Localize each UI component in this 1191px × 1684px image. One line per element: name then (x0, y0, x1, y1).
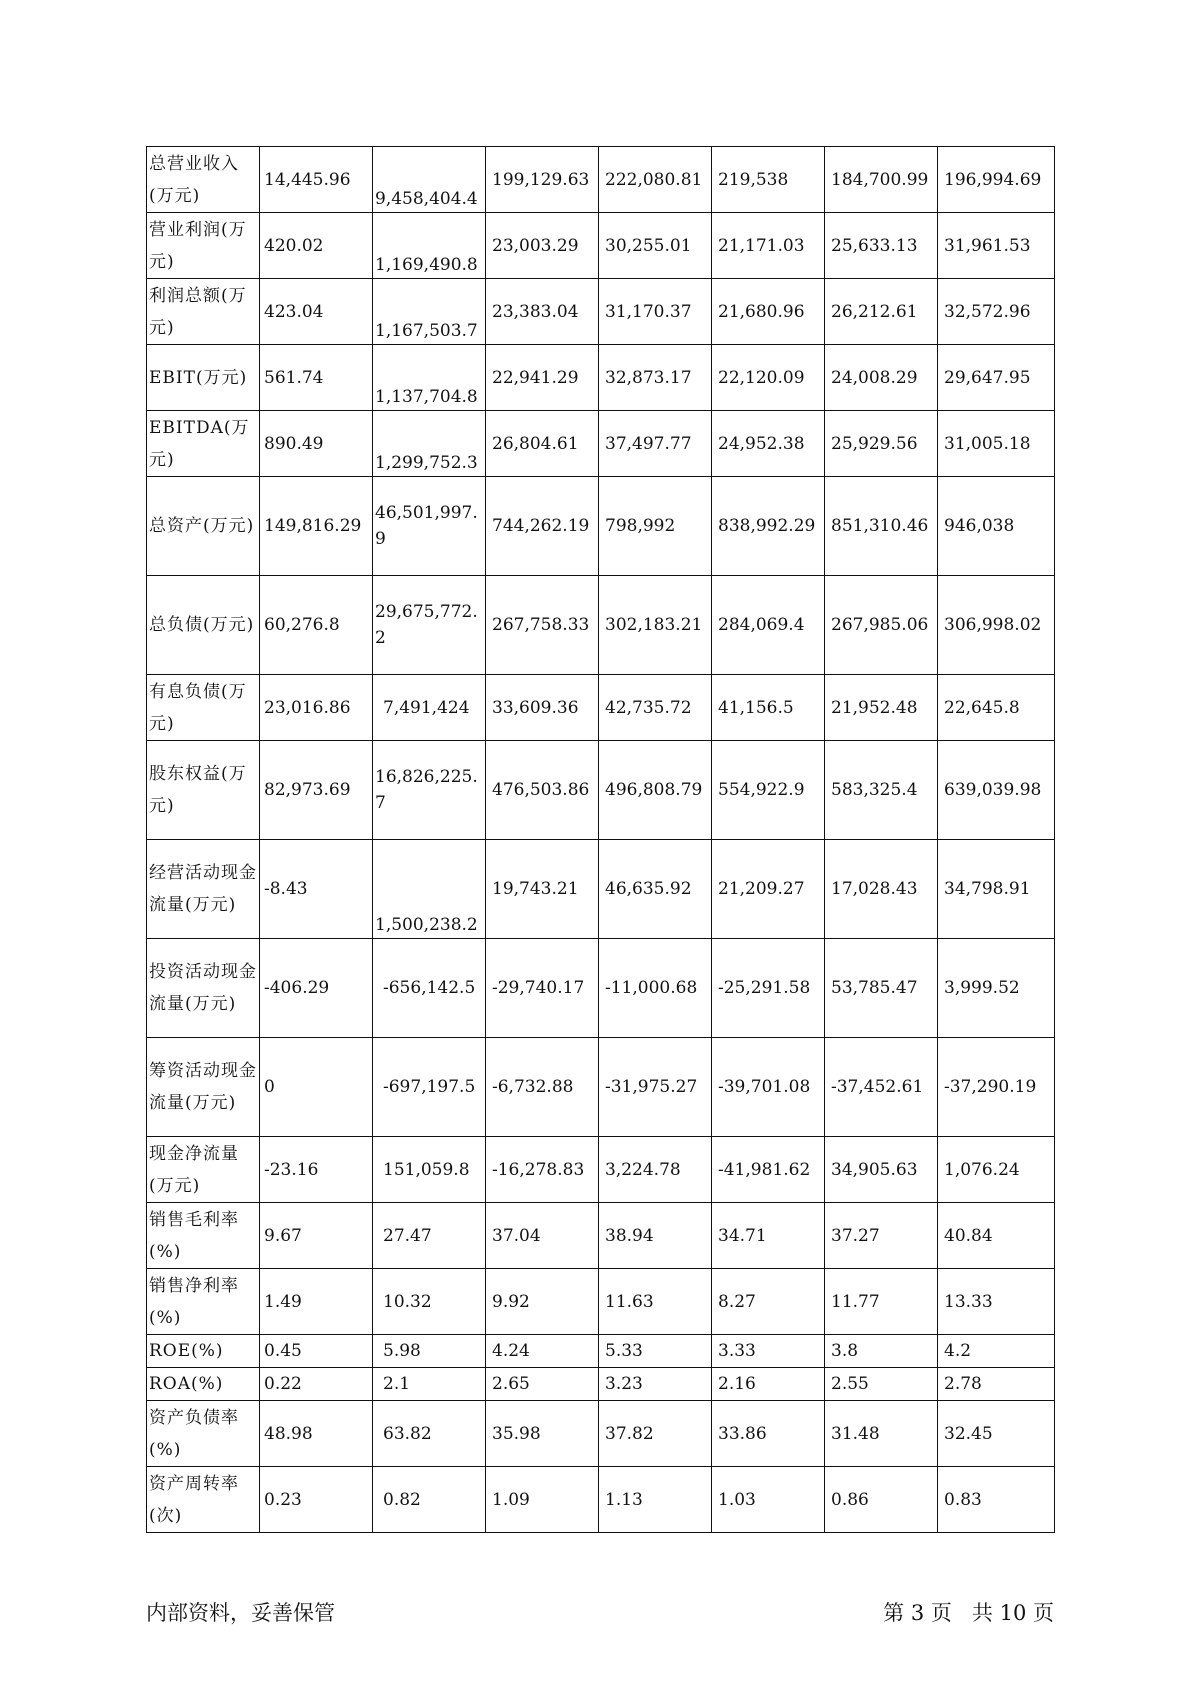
table-cell: 1,299,752.3 (373, 411, 486, 477)
row-label: 总营业收入(万元) (147, 147, 260, 213)
row-label: EBIT(万元) (147, 345, 260, 411)
total-pages-label: 共 10 页 (971, 1601, 1054, 1625)
table-cell: -37,290.19 (938, 1038, 1055, 1137)
table-cell: 22,941.29 (486, 345, 599, 411)
table-cell: 5.33 (599, 1335, 712, 1368)
table-cell: 19,743.21 (486, 840, 599, 939)
table-cell: 29,647.95 (938, 345, 1055, 411)
table-cell: 26,212.61 (825, 279, 938, 345)
table-cell: 11.63 (599, 1269, 712, 1335)
table-cell: 284,069.4 (712, 576, 825, 675)
table-cell: 9.67 (260, 1203, 373, 1269)
row-label: 销售净利率(%) (147, 1269, 260, 1335)
table-cell: 22,120.09 (712, 345, 825, 411)
table-cell: 31,170.37 (599, 279, 712, 345)
table-cell: 32,873.17 (599, 345, 712, 411)
table-cell: 219,538 (712, 147, 825, 213)
table-cell: 583,325.4 (825, 741, 938, 840)
table-cell: 8.27 (712, 1269, 825, 1335)
table-row (147, 1137, 1055, 1203)
table-cell: 23,016.86 (260, 675, 373, 741)
table-cell: 60,276.8 (260, 576, 373, 675)
table-cell: 31,005.18 (938, 411, 1055, 477)
table-cell: 63.82 (373, 1401, 486, 1467)
table-row (147, 939, 1055, 1038)
table-cell: 7,491,424 (373, 675, 486, 741)
table-cell: 26,804.61 (486, 411, 599, 477)
table-cell: 0.82 (373, 1467, 486, 1533)
table-cell: 5.98 (373, 1335, 486, 1368)
table-cell: 27.47 (373, 1203, 486, 1269)
table-cell: 29,675,772.2 (373, 576, 486, 675)
table-cell: 37.82 (599, 1401, 712, 1467)
table-cell: 496,808.79 (599, 741, 712, 840)
table-cell: 35.98 (486, 1401, 599, 1467)
page-label: 第 3 页 (883, 1601, 952, 1625)
table-cell: 40.84 (938, 1203, 1055, 1269)
row-label: 销售毛利率(%) (147, 1203, 260, 1269)
table-cell: 33,609.36 (486, 675, 599, 741)
table-cell: 17,028.43 (825, 840, 938, 939)
financial-table (146, 146, 1055, 1533)
table-cell: 3.23 (599, 1368, 712, 1401)
table-cell: 9,458,404.4 (373, 147, 486, 213)
table-row (147, 345, 1055, 411)
table-row (147, 741, 1055, 840)
table-cell: 41,156.5 (712, 675, 825, 741)
table-cell: 21,952.48 (825, 675, 938, 741)
table-cell: 151,059.8 (373, 1137, 486, 1203)
row-label: 投资活动现金流量(万元) (147, 939, 260, 1038)
table-cell: -16,278.83 (486, 1137, 599, 1203)
table-row (147, 1269, 1055, 1335)
table-cell: 1.13 (599, 1467, 712, 1533)
table-cell: 196,994.69 (938, 147, 1055, 213)
table-cell: 149,816.29 (260, 477, 373, 576)
table-cell: -37,452.61 (825, 1038, 938, 1137)
table-cell: 1.03 (712, 1467, 825, 1533)
table-cell: 1.49 (260, 1269, 373, 1335)
table-cell: 10.32 (373, 1269, 486, 1335)
row-label: 资产负债率(%) (147, 1401, 260, 1467)
row-label: EBITDA(万元) (147, 411, 260, 477)
table-cell: 851,310.46 (825, 477, 938, 576)
row-label: 经营活动现金流量(万元) (147, 840, 260, 939)
table-cell: -11,000.68 (599, 939, 712, 1038)
table-cell: 23,003.29 (486, 213, 599, 279)
table-cell: 34.71 (712, 1203, 825, 1269)
table-row (147, 1368, 1055, 1401)
footer-page-number (883, 1597, 1054, 1627)
table-cell: 4.2 (938, 1335, 1055, 1368)
table-row (147, 1401, 1055, 1467)
table-cell: 2.16 (712, 1368, 825, 1401)
table-cell: 24,008.29 (825, 345, 938, 411)
table-cell: 16,826,225.7 (373, 741, 486, 840)
table-cell: 0.45 (260, 1335, 373, 1368)
table-cell: 2.55 (825, 1368, 938, 1401)
table-cell: 946,038 (938, 477, 1055, 576)
table-cell: 302,183.21 (599, 576, 712, 675)
row-label: 股东权益(万元) (147, 741, 260, 840)
table-cell: 34,798.91 (938, 840, 1055, 939)
table-row (147, 1038, 1055, 1137)
row-label: 总负债(万元) (147, 576, 260, 675)
table-cell: 1,169,490.8 (373, 213, 486, 279)
table-row (147, 1335, 1055, 1368)
table-cell: 21,680.96 (712, 279, 825, 345)
table-cell: 13.33 (938, 1269, 1055, 1335)
table-cell: 2.78 (938, 1368, 1055, 1401)
table-cell: 554,922.9 (712, 741, 825, 840)
table-cell: 476,503.86 (486, 741, 599, 840)
table-cell: 222,080.81 (599, 147, 712, 213)
table-cell: 1,500,238.2 (373, 840, 486, 939)
table-cell: 3,999.52 (938, 939, 1055, 1038)
table-row (147, 411, 1055, 477)
table-cell: 14,445.96 (260, 147, 373, 213)
table-cell: 267,985.06 (825, 576, 938, 675)
table-cell: 37.27 (825, 1203, 938, 1269)
table-cell: 37.04 (486, 1203, 599, 1269)
table-cell: 184,700.99 (825, 147, 938, 213)
table-row (147, 840, 1055, 939)
table-cell: -25,291.58 (712, 939, 825, 1038)
table-cell: 267,758.33 (486, 576, 599, 675)
table-row (147, 279, 1055, 345)
table-cell: 24,952.38 (712, 411, 825, 477)
table-cell: 199,129.63 (486, 147, 599, 213)
table-row (147, 477, 1055, 576)
table-cell: 32,572.96 (938, 279, 1055, 345)
table-cell: 3.33 (712, 1335, 825, 1368)
table-cell: -656,142.5 (373, 939, 486, 1038)
table-cell: 37,497.77 (599, 411, 712, 477)
table-cell: 48.98 (260, 1401, 373, 1467)
table-row (147, 1467, 1055, 1533)
row-label: 利润总额(万元) (147, 279, 260, 345)
row-label: 总资产(万元) (147, 477, 260, 576)
row-label: ROA(%) (147, 1368, 260, 1401)
table-cell: 0.22 (260, 1368, 373, 1401)
table-cell: 0.86 (825, 1467, 938, 1533)
table-cell: -6,732.88 (486, 1038, 599, 1137)
table-cell: 38.94 (599, 1203, 712, 1269)
table-cell: -29,740.17 (486, 939, 599, 1038)
table-row (147, 213, 1055, 279)
table-cell: 23,383.04 (486, 279, 599, 345)
table-cell: 1,137,704.8 (373, 345, 486, 411)
table-cell: -406.29 (260, 939, 373, 1038)
table-cell: 21,171.03 (712, 213, 825, 279)
table-cell: 1.09 (486, 1467, 599, 1533)
table-cell: 798,992 (599, 477, 712, 576)
table-cell: 0.23 (260, 1467, 373, 1533)
table-cell: 639,039.98 (938, 741, 1055, 840)
table-cell: 423.04 (260, 279, 373, 345)
table-cell: 890.49 (260, 411, 373, 477)
table-cell: 30,255.01 (599, 213, 712, 279)
table-cell: 3,224.78 (599, 1137, 712, 1203)
table-cell: 11.77 (825, 1269, 938, 1335)
table-row (147, 576, 1055, 675)
row-label: 筹资活动现金流量(万元) (147, 1038, 260, 1137)
table-cell: 31.48 (825, 1401, 938, 1467)
row-label: 有息负债(万元) (147, 675, 260, 741)
table-cell: 42,735.72 (599, 675, 712, 741)
table-cell: -41,981.62 (712, 1137, 825, 1203)
table-cell: -8.43 (260, 840, 373, 939)
table-cell: 25,929.56 (825, 411, 938, 477)
table-cell: 21,209.27 (712, 840, 825, 939)
table-cell: 4.24 (486, 1335, 599, 1368)
table-cell: 53,785.47 (825, 939, 938, 1038)
row-label: 营业利润(万元) (147, 213, 260, 279)
table-cell: -23.16 (260, 1137, 373, 1203)
table-cell: 46,501,997.9 (373, 477, 486, 576)
table-cell: 0.83 (938, 1467, 1055, 1533)
table-cell: 33.86 (712, 1401, 825, 1467)
table-row (147, 1203, 1055, 1269)
table-cell: 25,633.13 (825, 213, 938, 279)
table-cell: 744,262.19 (486, 477, 599, 576)
table-cell: 9.92 (486, 1269, 599, 1335)
table-cell: 34,905.63 (825, 1137, 938, 1203)
table-cell: 0 (260, 1038, 373, 1137)
row-label: 资产周转率(次) (147, 1467, 260, 1533)
table-cell: 2.1 (373, 1368, 486, 1401)
table-cell: 838,992.29 (712, 477, 825, 576)
table-cell: 46,635.92 (599, 840, 712, 939)
table-cell: 3.8 (825, 1335, 938, 1368)
table-cell: -39,701.08 (712, 1038, 825, 1137)
footer-confidential-note: 内部资料，妥善保管 (146, 1601, 335, 1625)
table-cell: 32.45 (938, 1401, 1055, 1467)
table-cell: -697,197.5 (373, 1038, 486, 1137)
table-cell: 420.02 (260, 213, 373, 279)
table-cell: 306,998.02 (938, 576, 1055, 675)
table-row (147, 147, 1055, 213)
table-row (147, 675, 1055, 741)
table-cell: 1,076.24 (938, 1137, 1055, 1203)
table-cell: -31,975.27 (599, 1038, 712, 1137)
table-cell: 82,973.69 (260, 741, 373, 840)
table-cell: 2.65 (486, 1368, 599, 1401)
row-label: ROE(%) (147, 1335, 260, 1368)
table-cell: 561.74 (260, 345, 373, 411)
table-cell: 1,167,503.7 (373, 279, 486, 345)
row-label: 现金净流量(万元) (147, 1137, 260, 1203)
table-cell: 22,645.8 (938, 675, 1055, 741)
table-cell: 31,961.53 (938, 213, 1055, 279)
